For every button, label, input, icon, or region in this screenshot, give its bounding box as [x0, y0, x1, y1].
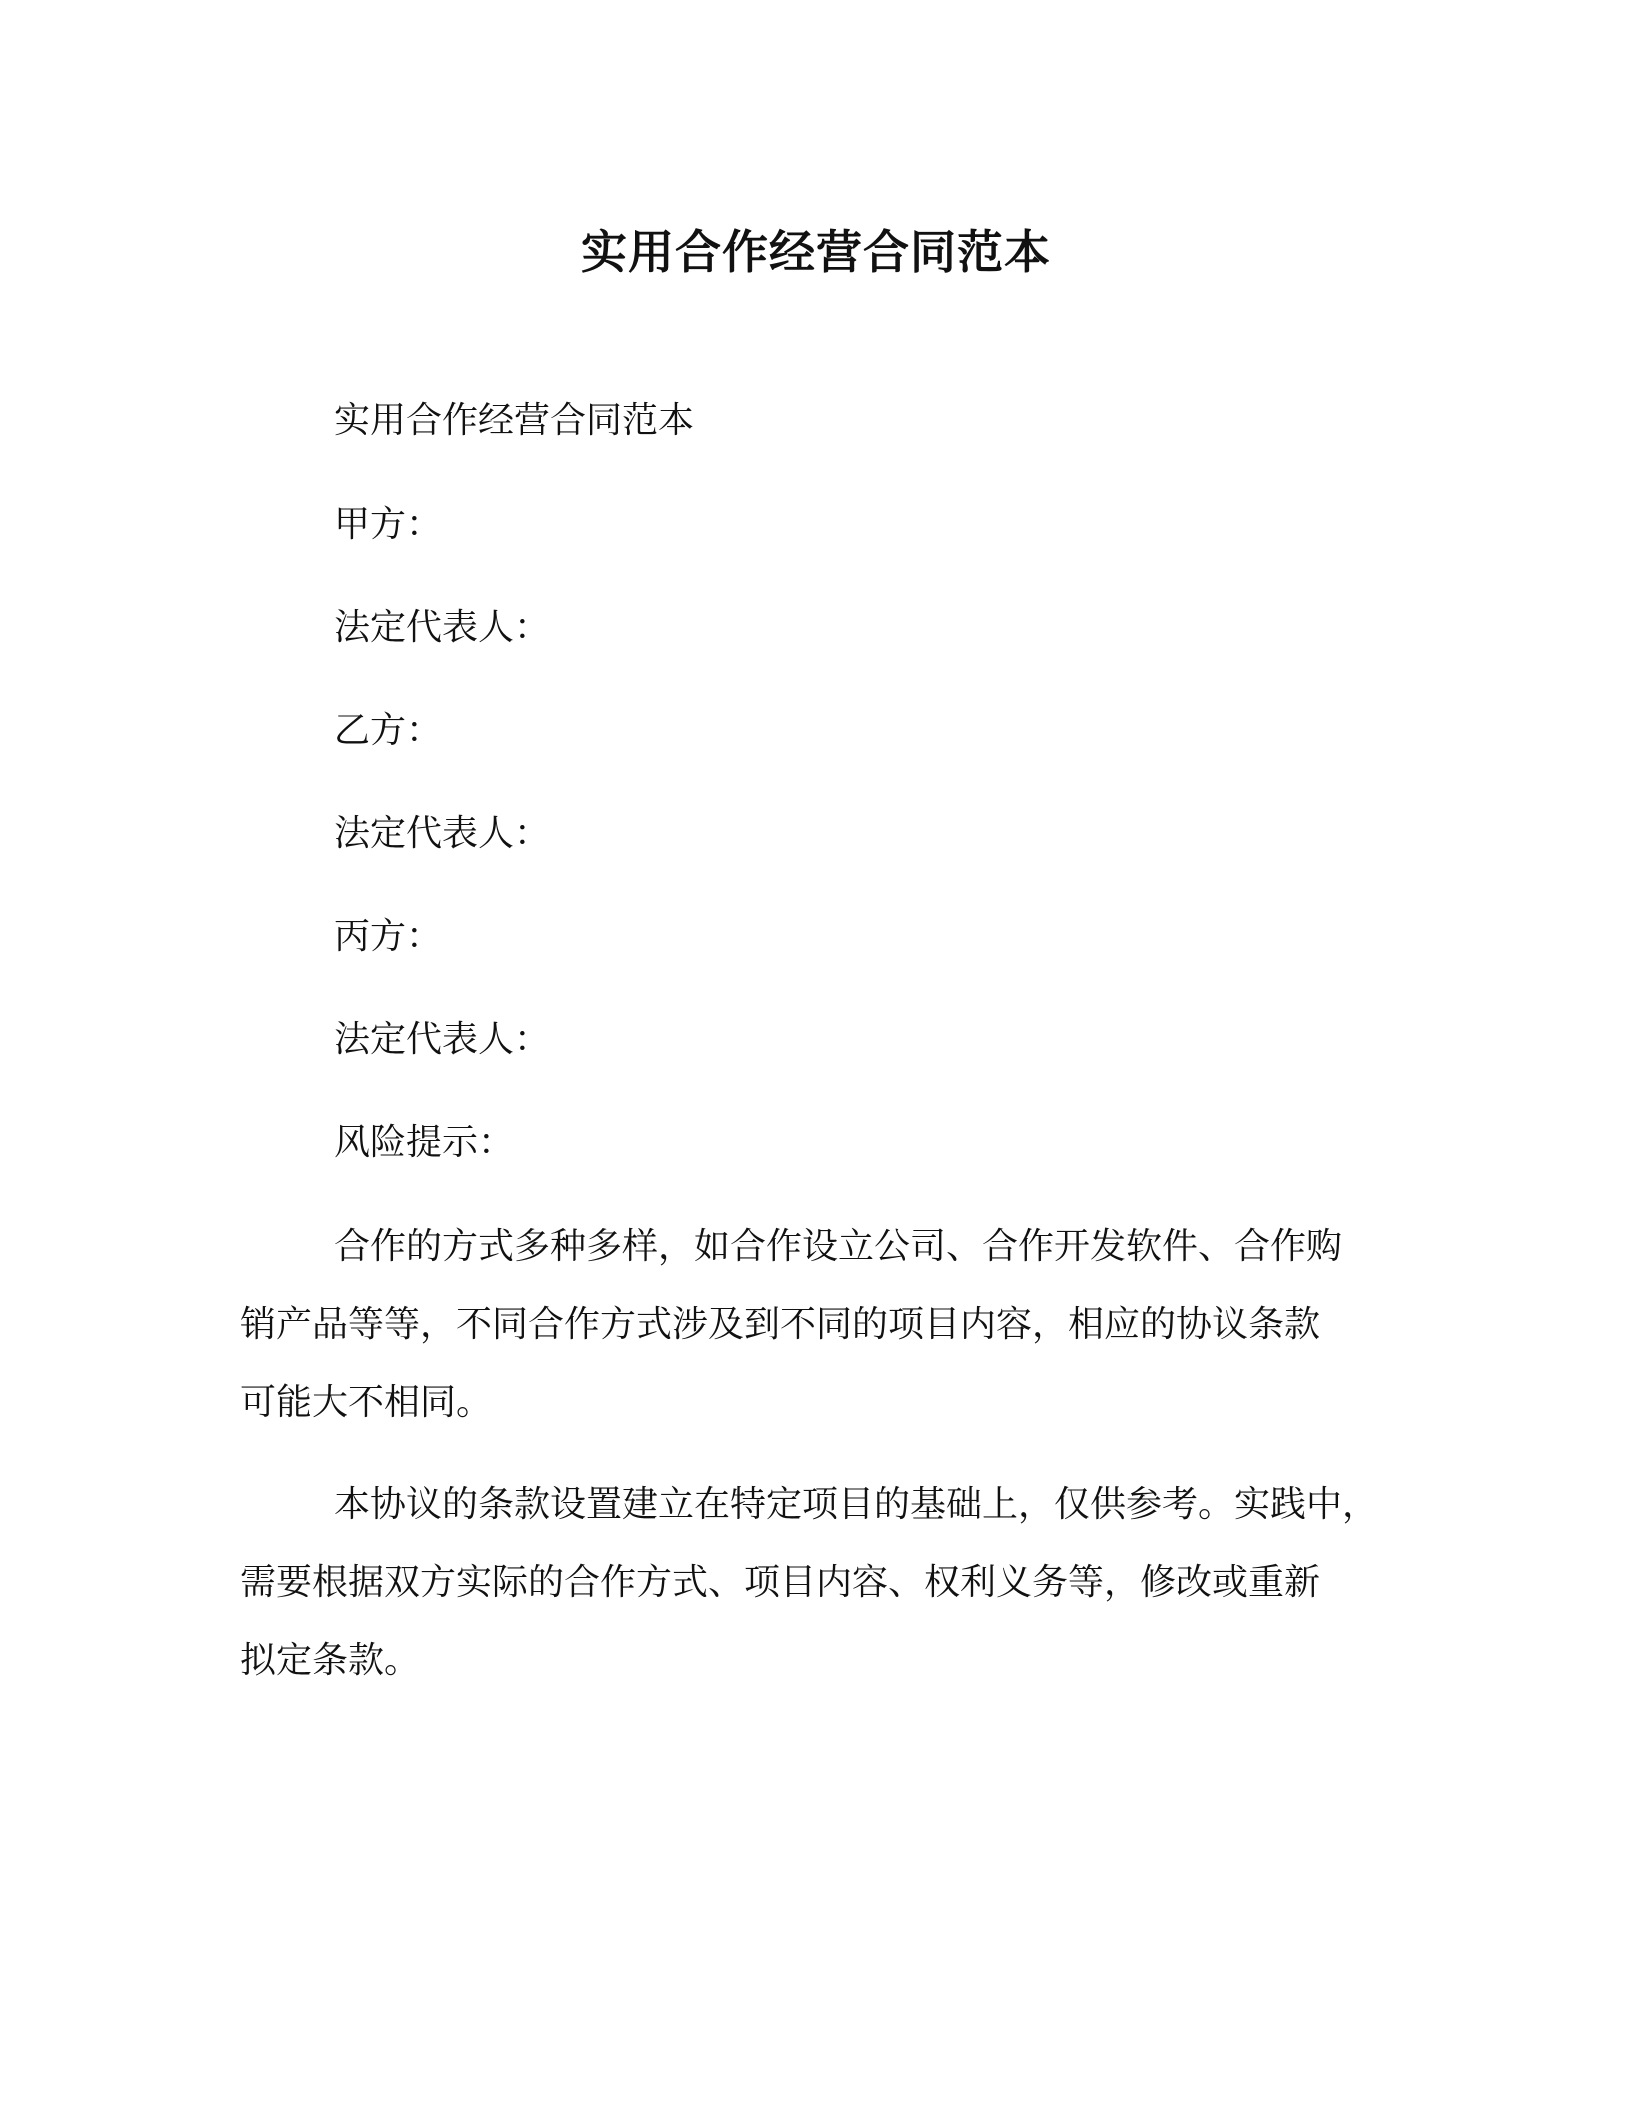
party-a-label: 甲方： [334, 504, 443, 545]
party-c-representative-label: 法定代表人： [334, 1019, 551, 1060]
paragraph-line: 本协议的条款设置建立在特定项目的基础上，仅供参考。实践中， [334, 1484, 1379, 1525]
risk-paragraph-2 [240, 1466, 1410, 1700]
paragraph-line: 需要根据双方实际的合作方式、项目内容、权利义务等，修改或重新 [240, 1562, 1321, 1603]
risk-paragraph-1 [240, 1208, 1410, 1442]
document-subtitle: 实用合作经营合同范本 [334, 400, 695, 441]
party-a-representative-label: 法定代表人： [334, 607, 551, 648]
party-b-representative-label: 法定代表人： [334, 813, 551, 854]
document-title: 实用合作经营合同范本 [581, 225, 1051, 279]
paragraph-line: 合作的方式多种多样，如合作设立公司、合作开发软件、合作购 [334, 1226, 1343, 1267]
party-b-label: 乙方： [334, 710, 443, 751]
risk-notice-heading: 风险提示： [334, 1122, 515, 1163]
party-c-label: 丙方： [334, 916, 443, 957]
paragraph-line: 可能大不相同。 [240, 1382, 493, 1423]
paragraph-line: 销产品等等，不同合作方式涉及到不同的项目内容，相应的协议条款 [240, 1304, 1321, 1345]
paragraph-line: 拟定条款。 [240, 1640, 421, 1681]
